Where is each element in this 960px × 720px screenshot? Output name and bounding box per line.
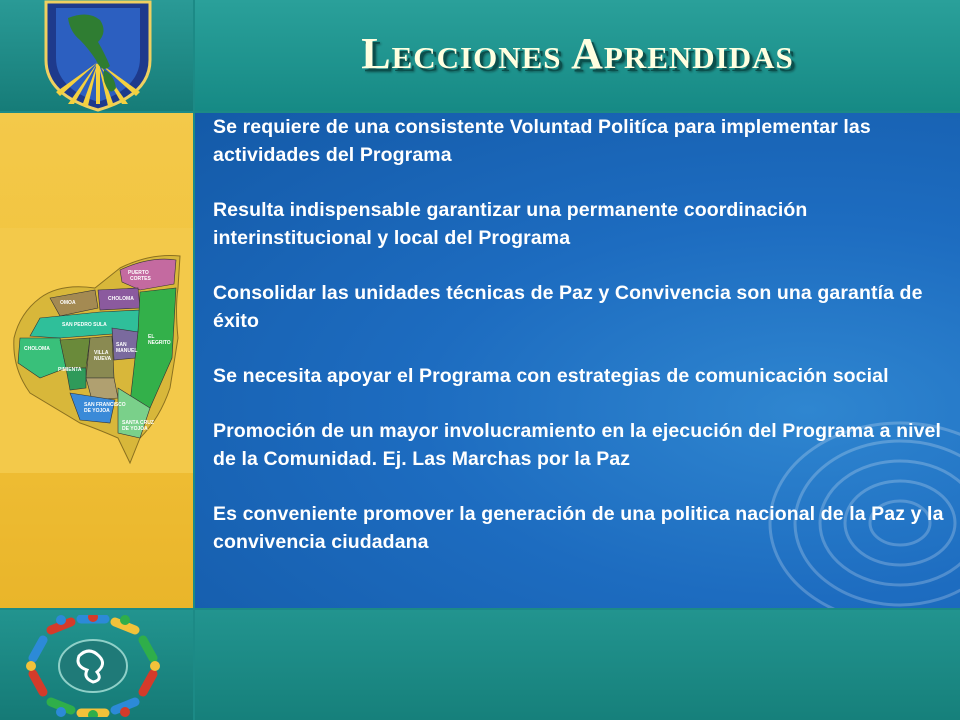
svg-text:SAN FRANCISCO: SAN FRANCISCO (84, 402, 126, 408)
list-item: Es conveniente promover la generación de una politica nacional de la Paz y la convivencia ciudadana (213, 503, 944, 553)
list-item: Se requiere de una consistente Voluntad Politíca para implementar las actividades del Programa (213, 116, 871, 166)
list-item: Consolidar las unidades técnicas de Paz y Convivencia son una garantía de éxito (213, 282, 923, 332)
svg-text:VILLA: VILLA (94, 350, 109, 356)
svg-text:PUERTO: PUERTO (128, 270, 149, 276)
bottom-right-panel (195, 610, 960, 720)
svg-text:NEGRITO: NEGRITO (148, 340, 171, 346)
svg-text:NUEVA: NUEVA (94, 356, 112, 362)
svg-text:CHOLOMA: CHOLOMA (108, 296, 134, 302)
svg-text:CORTES: CORTES (130, 276, 151, 282)
svg-text:OMOA: OMOA (60, 300, 76, 306)
slide-title: Lecciones Aprendidas (361, 29, 794, 78)
people-circle-logo-icon (18, 615, 168, 717)
svg-text:SAN: SAN (116, 342, 127, 348)
svg-text:SAN PEDRO SULA: SAN PEDRO SULA (62, 322, 107, 328)
list-item: Resulta indispensable garantizar una permanente coordinación interinstitucional y local del Programa (213, 199, 808, 249)
svg-text:DE YOJOA: DE YOJOA (122, 426, 148, 432)
svg-text:MANUEL: MANUEL (116, 348, 138, 354)
americas-emblem-icon (38, 0, 158, 112)
svg-text:EL: EL (148, 334, 155, 340)
svg-text:CHOLOMA: CHOLOMA (24, 346, 50, 352)
municipalities-map-icon (0, 228, 193, 473)
lessons-list (213, 113, 948, 583)
svg-text:PIMIENTA: PIMIENTA (58, 367, 82, 373)
list-item: Se necesita apoyar el Programa con estrategias de comunicación social (213, 365, 889, 387)
svg-text:SANTA CRUZ: SANTA CRUZ (122, 420, 154, 426)
list-item: Promoción de un mayor involucramiento en la ejecución del Programa a nivel de la Comunidad. Ej. Las Marchas por la Paz (213, 420, 942, 470)
svg-text:DE YOJOA: DE YOJOA (84, 408, 110, 414)
